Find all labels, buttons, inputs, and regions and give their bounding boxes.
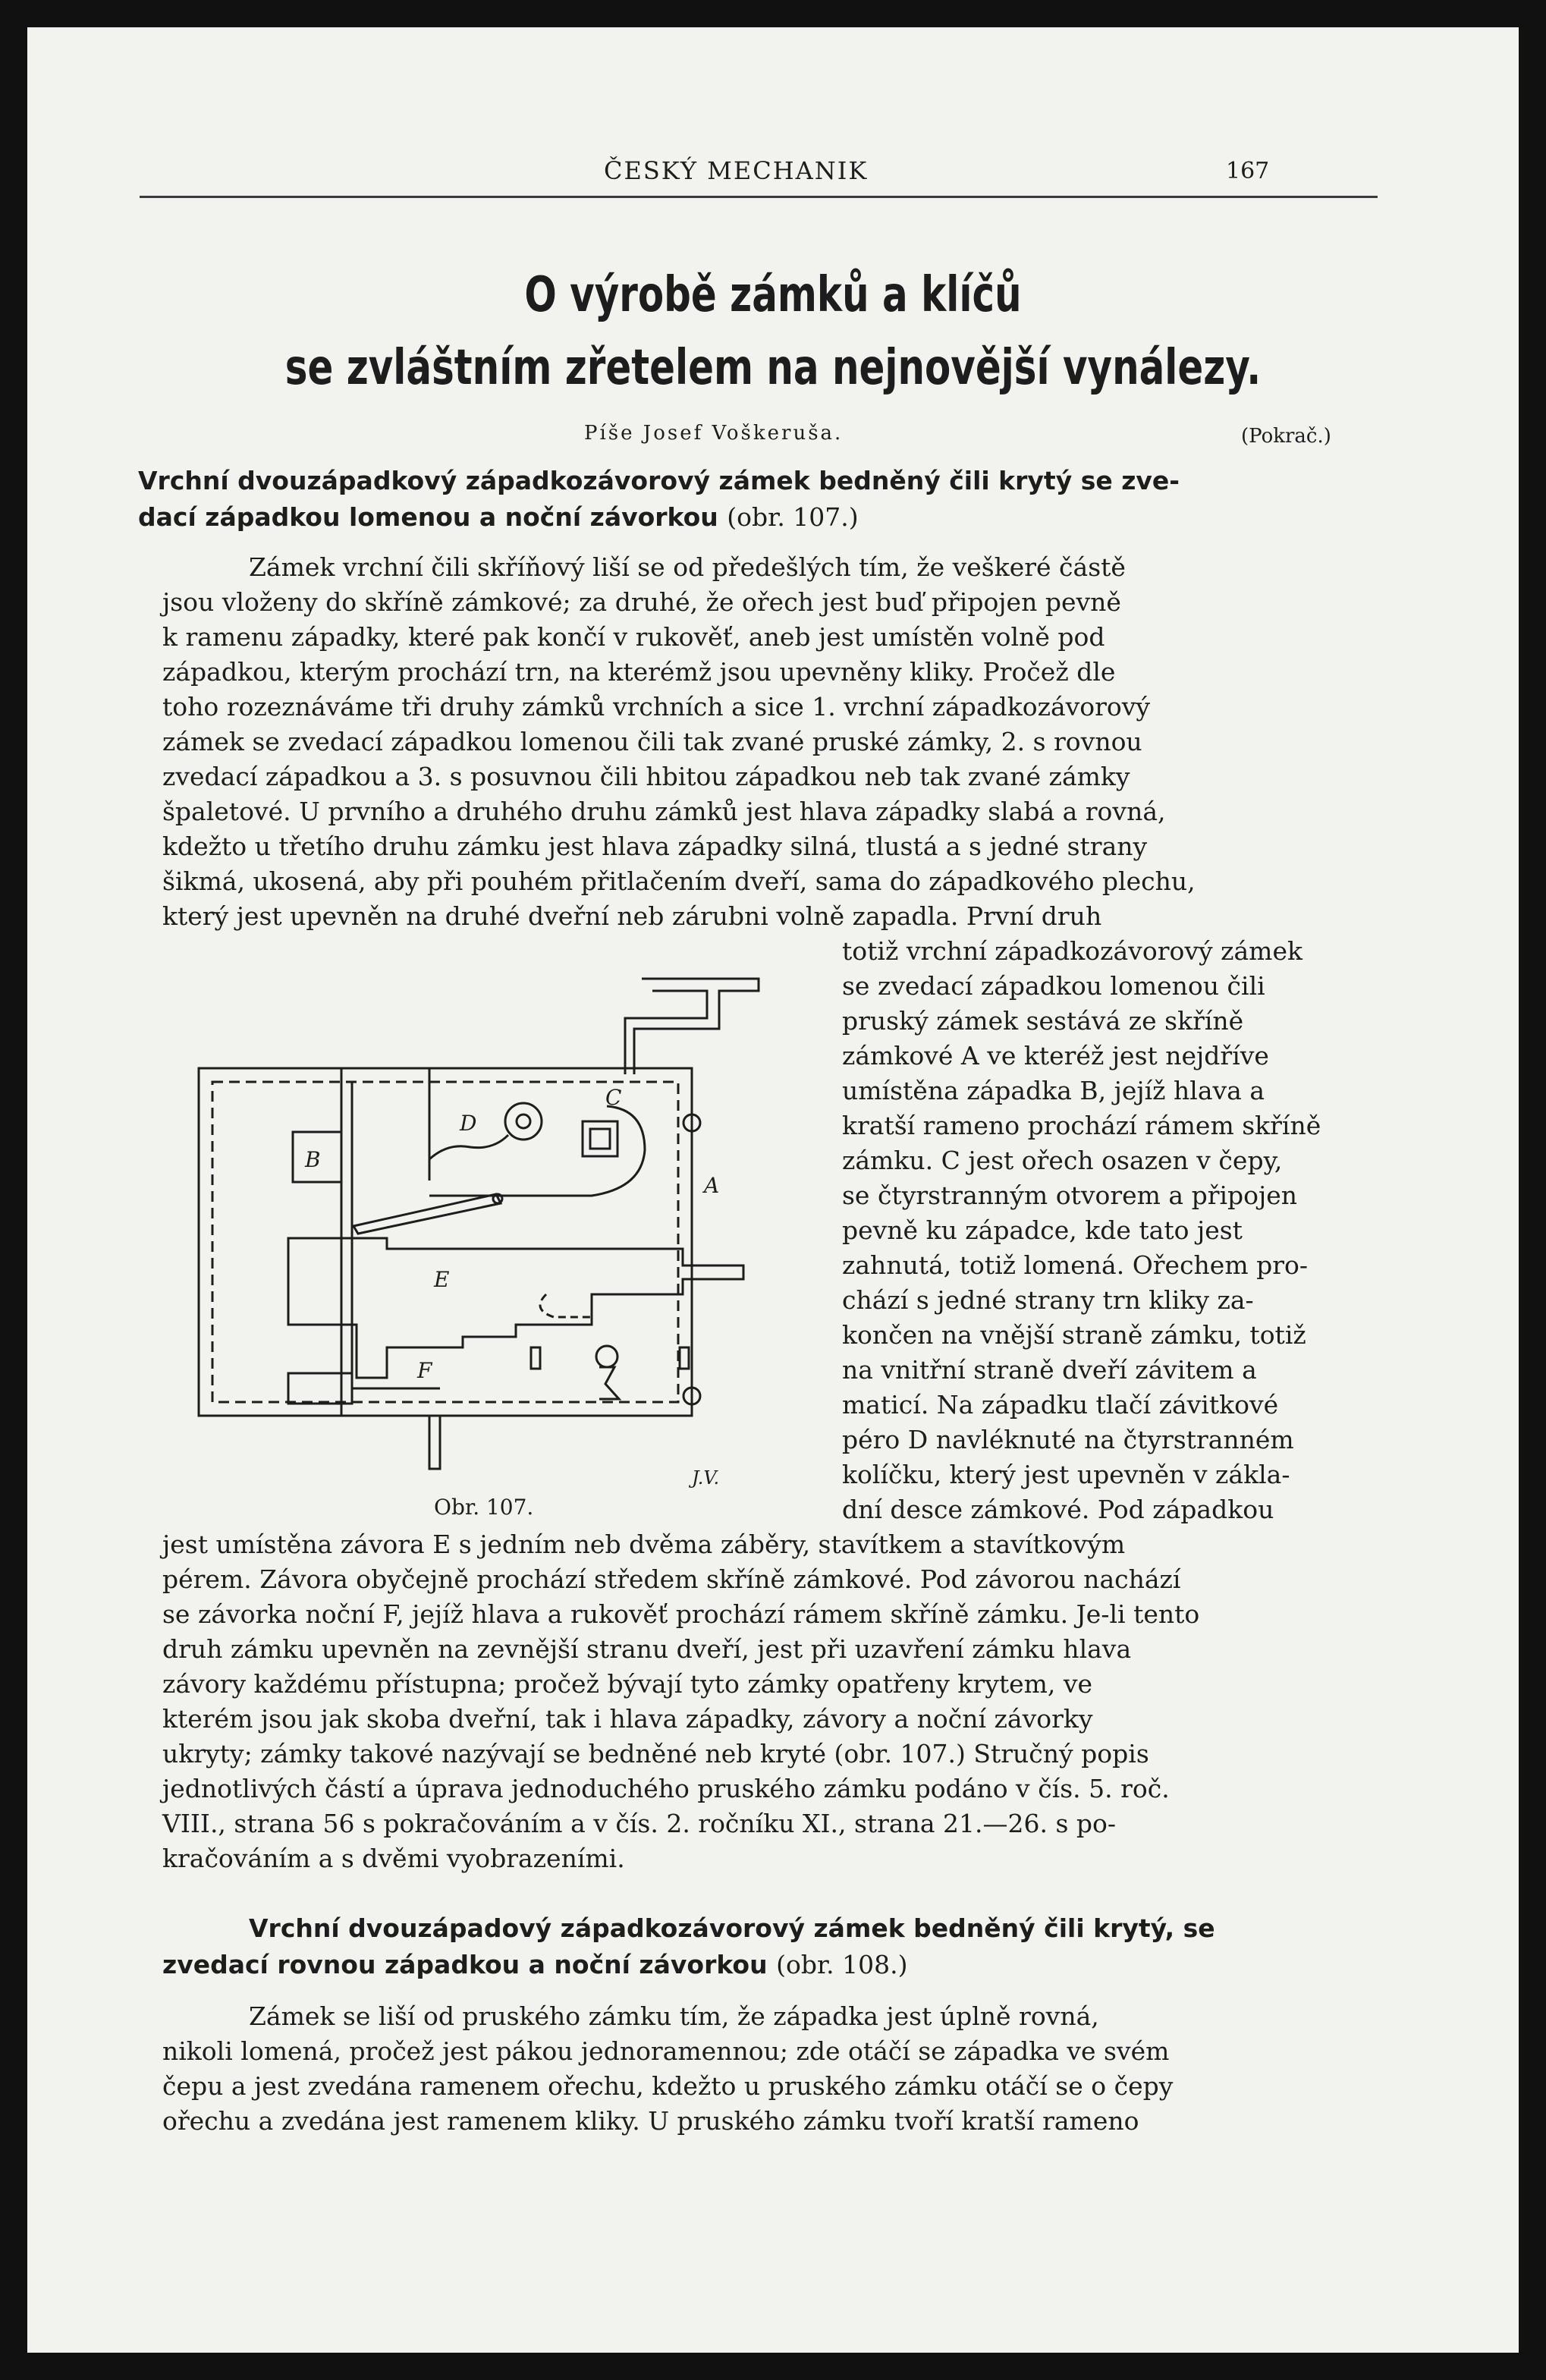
page-number: 167	[1226, 158, 1270, 184]
label-d: D	[460, 1111, 477, 1136]
section1-heading-text: dací západkou lomenou a noční závorkou	[138, 502, 718, 532]
text-line: kolíčku, který jest upevněn v zákla-	[842, 1460, 1290, 1489]
label-a: A	[704, 1173, 720, 1198]
text-line: kdežto u třetího druhu zámku jest hlava západky silná, tlustá a s jedné strany	[162, 832, 1148, 861]
text-line: se zvedací západkou lomenou čili	[842, 971, 1265, 1001]
text-line: toho rozeznáváme tři druhy zámků vrchních a sice 1. vrchní západkozávorový	[162, 692, 1151, 722]
header-rule	[140, 196, 1378, 198]
tumbler-lever	[354, 1194, 501, 1234]
section2-heading-line-2	[162, 1950, 907, 1979]
follower-square	[583, 1121, 617, 1156]
article-title-line-2: se zvláštním zřetelem na nejnovější vynálezy.	[284, 340, 1262, 396]
running-header: ČESKÝ MECHANIK	[604, 156, 869, 185]
text-line: umístěna západka B, jejíž hlava a	[842, 1076, 1265, 1105]
text-line: zvedací západkou a 3. s posuvnou čili hbitou západkou neb tak zvané zámky	[162, 762, 1130, 791]
keyhole-slot	[599, 1367, 619, 1399]
text-line: se čtyrstranným otvorem a připojen	[842, 1181, 1298, 1210]
text-line: šikmá, ukosená, aby při pouhém přitlačením dveří, sama do západkového plechu,	[162, 866, 1196, 896]
bolt-slot	[540, 1294, 592, 1317]
text-line: západkou, kterým prochází trn, na kterémž jsou upevněny kliky. Pročež dle	[162, 657, 1116, 687]
text-line: dní desce zámkové. Pod západkou	[842, 1495, 1274, 1524]
follower-hole	[590, 1129, 610, 1149]
stud-right	[680, 1347, 689, 1369]
text-line: Zámek se liší od pruského zámku tím, že západka jest úplně rovná,	[249, 2001, 1099, 2031]
text-line: druh zámku upevněn na zevnější stranu dveří, jest při uzavření zámku hlava	[162, 1634, 1132, 1664]
handle-spindle-inner	[625, 991, 707, 1074]
text-line: se závorka noční F, jejíž hlava a rukověť prochází rámem skříně zámku. Je-li tento	[162, 1599, 1200, 1629]
figure-signature: J.V.	[692, 1467, 720, 1489]
text-line: špaletové. U prvního a druhého druhu zámků jest hlava západky slabá a rovná,	[162, 797, 1166, 826]
text-line: jsou vloženy do skříně zámkové; za druhé, že ořech jest buď připojen pevně	[162, 587, 1121, 617]
text-line: který jest upevněn na druhé dveřní neb zárubni volně zapadla. První druh	[162, 901, 1102, 931]
text-line: totiž vrchní západkozávorový zámek	[842, 936, 1302, 966]
text-line: jest umístěna závora E s jedním neb dvěma záběry, stavítkem a stavítkovým	[162, 1530, 1126, 1559]
section2-heading-line-1: Vrchní dvouzápadový západkozávorový zámek bedněný čili krytý, se	[249, 1913, 1215, 1943]
spring-pin-center	[517, 1115, 530, 1128]
text-line: končen na vnější straně zámku, totiž	[842, 1320, 1306, 1350]
label-c: C	[605, 1085, 622, 1110]
section2-heading-text: zvedací rovnou západkou a noční závorkou	[162, 1950, 768, 1979]
figure-caption: Obr. 107.	[434, 1495, 534, 1520]
text-line: kračováním a s dvěmi vyobrazeními.	[162, 1844, 625, 1873]
keyhole-round	[596, 1346, 617, 1367]
text-line: pérem. Závora obyčejně prochází středem skříně zámkové. Pod závorou nachází	[162, 1564, 1181, 1594]
text-line: maticí. Na západku tlačí závitkové	[842, 1390, 1279, 1420]
text-line: závory každému přístupna; pročež bývají tyto zámky opatřeny krytem, ve	[162, 1669, 1093, 1699]
text-line: jednotlivých částí a úprava jednoduchého pruského zámku podáno v čís. 5. roč.	[162, 1774, 1170, 1803]
spring-pin-circle	[505, 1103, 542, 1140]
stud-left	[531, 1347, 540, 1369]
bolt-stub	[429, 1416, 440, 1469]
text-line: pruský zámek sestává ze skříně	[842, 1006, 1244, 1036]
spring-d	[429, 1135, 508, 1159]
text-line: zahnutá, totiž lomená. Ořechem pro-	[842, 1250, 1309, 1280]
section2-heading-ref: (obr. 108.)	[776, 1950, 908, 1979]
text-line: čepu a jest zvedána ramenem ořechu, kdežto u pruského zámku otáčí se o čepy	[162, 2071, 1174, 2101]
text-line: pevně ku západce, kde tato jest	[842, 1215, 1243, 1245]
text-line: ořechu a zvedána jest ramenem kliky. U pruského zámku tvoří kratší rameno	[162, 2106, 1139, 2136]
handle-spindle	[634, 979, 759, 1074]
article-title-line-1: O výrobě zámků a klíčů	[524, 267, 1022, 323]
label-b: B	[305, 1147, 321, 1172]
text-line: zámkové A ve kteréž jest nejdříve	[842, 1041, 1269, 1071]
text-line: Zámek vrchní čili skříňový liší se od předešlých tím, že veškeré částě	[249, 552, 1126, 582]
byline-author: Píše Josef Voškeruša.	[584, 422, 844, 445]
text-line: zámku. C jest ořech osazen v čepy,	[842, 1146, 1283, 1175]
text-line: nikoli lomená, pročež jest pákou jednoramennou; zde otáčí se západka ve svém	[162, 2036, 1170, 2066]
section1-heading-line-2	[138, 502, 859, 532]
byline-continued: (Pokrač.)	[1241, 425, 1331, 448]
text-line: k ramenu západky, které pak končí v rukověť, aneb jest umístěn volně pod	[162, 622, 1105, 652]
text-line: VIII., strana 56 s pokračováním a v čís. 2. ročníku XI., strana 21.—26. s po-	[162, 1809, 1117, 1838]
text-line: kterém jsou jak skoba dveřní, tak i hlava západky, závory a noční závorky	[162, 1704, 1093, 1734]
section1-heading-line-1: Vrchní dvouzápadkový západkozávorový zámek bedněný čili krytý se zve-	[138, 466, 1180, 495]
text-line: ukryty; zámky takové nazývají se bedněné neb kryté (obr. 107.) Stručný popis	[162, 1739, 1149, 1768]
page	[27, 27, 1519, 2353]
label-f: F	[417, 1358, 432, 1383]
text-line: chází s jedné strany trn kliky za-	[842, 1285, 1254, 1315]
bolt-e	[288, 1238, 743, 1378]
section1-heading-ref: (obr. 107.)	[727, 502, 859, 532]
text-line: zámek se zvedací západkou lomenou čili tak zvané pruské zámky, 2. s rovnou	[162, 727, 1142, 756]
text-line: péro D navléknuté na čtyrstranném	[842, 1425, 1294, 1454]
lock-diagram-figure	[197, 968, 810, 1499]
label-e: E	[434, 1267, 450, 1292]
text-line: na vnitřní straně dveří závitem a	[842, 1355, 1257, 1385]
text-line: kratší rameno prochází rámem skříně	[842, 1111, 1321, 1140]
